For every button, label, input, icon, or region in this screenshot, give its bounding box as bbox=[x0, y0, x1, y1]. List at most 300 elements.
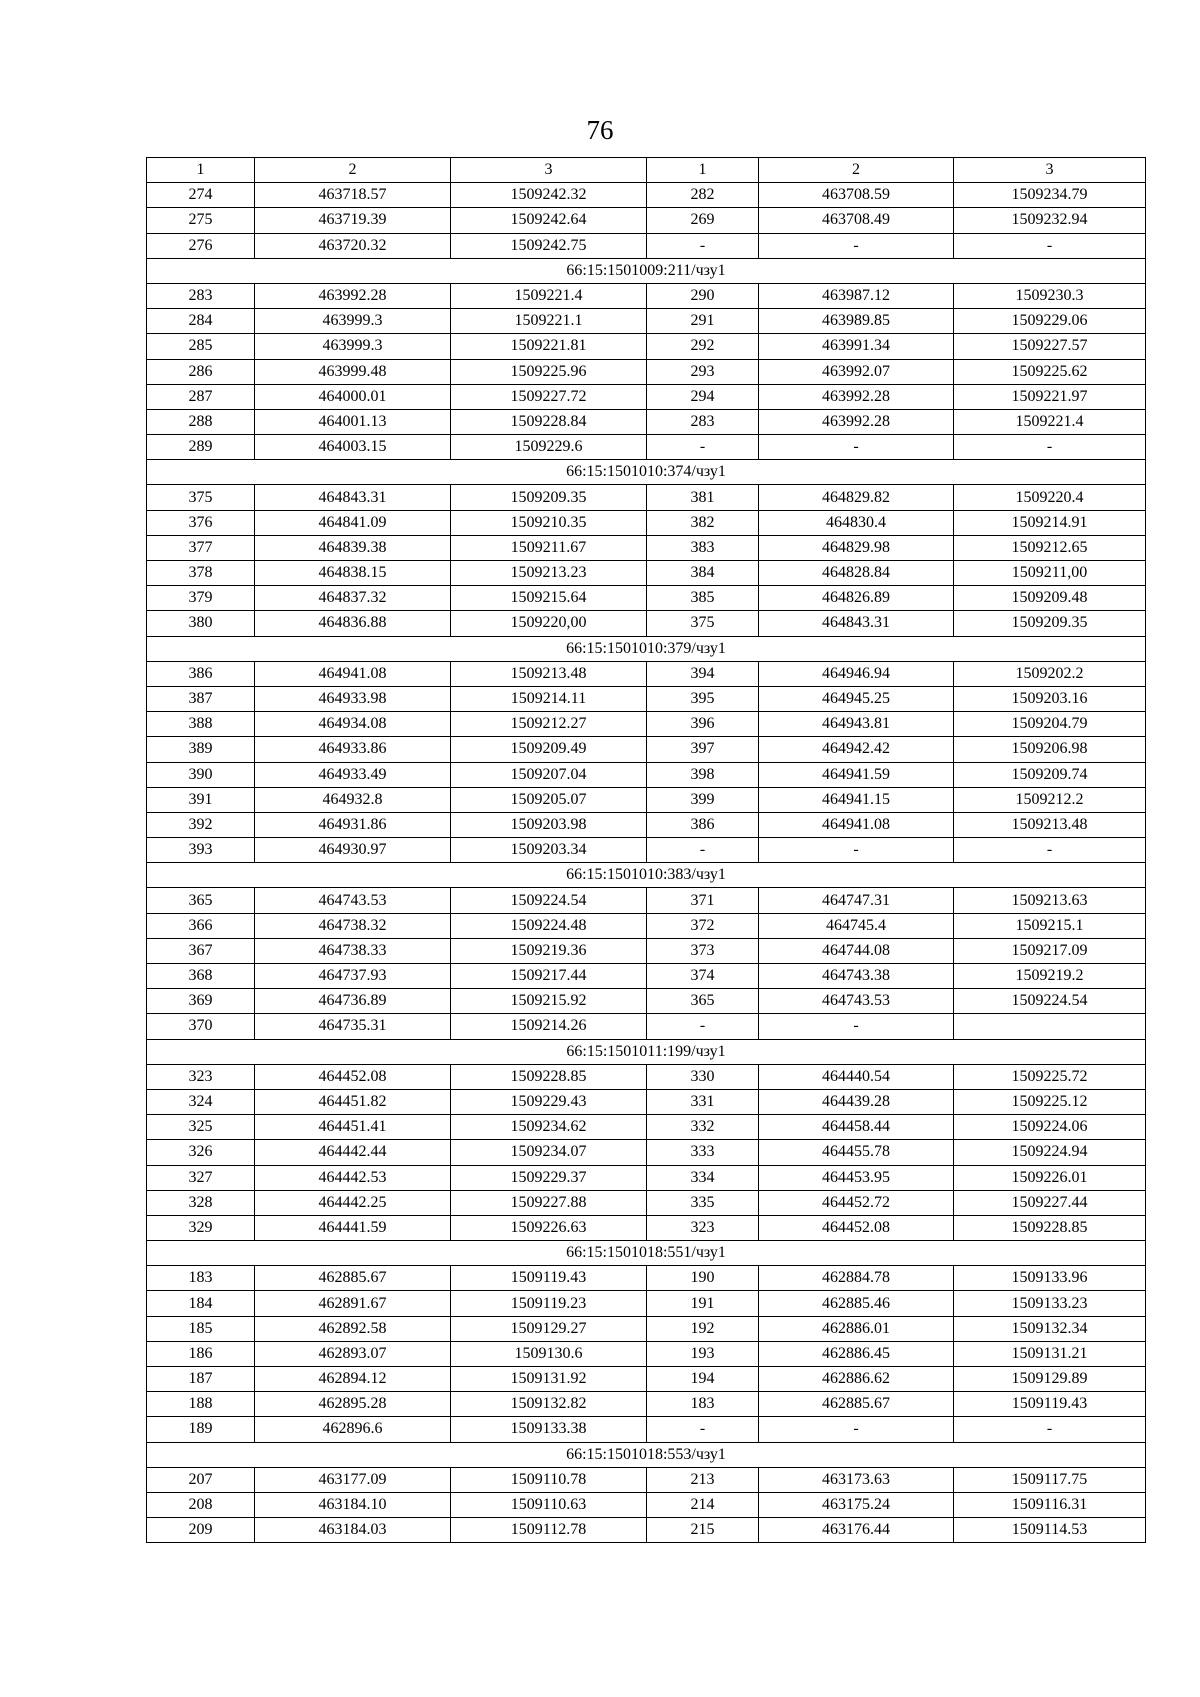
table-cell: 463992.07 bbox=[759, 359, 954, 384]
table-cell: - bbox=[759, 838, 954, 863]
table-row bbox=[147, 762, 1146, 787]
table-row bbox=[147, 1392, 1146, 1417]
table-row bbox=[147, 787, 1146, 812]
table-cell: 464735.31 bbox=[255, 1014, 451, 1039]
table-cell: 387 bbox=[147, 686, 255, 711]
table-cell: 388 bbox=[147, 712, 255, 737]
table-cell: 464451.41 bbox=[255, 1115, 451, 1140]
table-cell: 464933.86 bbox=[255, 737, 451, 762]
table-cell: 376 bbox=[147, 510, 255, 535]
table-cell: 188 bbox=[147, 1392, 255, 1417]
table-cell: 463184.10 bbox=[255, 1492, 451, 1517]
table-cell: 1509213.48 bbox=[954, 812, 1146, 837]
table-row bbox=[147, 283, 1146, 308]
table-cell: 369 bbox=[147, 989, 255, 1014]
section-title: 66:15:1501010:379/чзу1 bbox=[147, 636, 1146, 661]
table-cell: 464931.86 bbox=[255, 812, 451, 837]
table-cell: 464934.08 bbox=[255, 712, 451, 737]
table-row bbox=[147, 1215, 1146, 1240]
table-cell: 1509229.37 bbox=[451, 1165, 647, 1190]
table-cell: 1509217.09 bbox=[954, 938, 1146, 963]
table-cell: 464455.78 bbox=[759, 1140, 954, 1165]
table-cell: 463720.32 bbox=[255, 233, 451, 258]
table-row bbox=[147, 661, 1146, 686]
table-cell: 1509229.43 bbox=[451, 1089, 647, 1114]
table-cell: 1509214.11 bbox=[451, 686, 647, 711]
table-cell: 464738.32 bbox=[255, 913, 451, 938]
table-cell: 464837.32 bbox=[255, 586, 451, 611]
table-cell: 1509220.4 bbox=[954, 485, 1146, 510]
table-cell: - bbox=[954, 233, 1146, 258]
table-cell: 373 bbox=[647, 938, 759, 963]
table-cell: 385 bbox=[647, 586, 759, 611]
table-cell: 1509226.01 bbox=[954, 1165, 1146, 1190]
table-cell: - bbox=[759, 1014, 954, 1039]
table-cell: 464439.28 bbox=[759, 1089, 954, 1114]
table-row bbox=[147, 1089, 1146, 1114]
table-cell: 1509225.72 bbox=[954, 1064, 1146, 1089]
table-cell: 464453.95 bbox=[759, 1165, 954, 1190]
table-cell: 183 bbox=[647, 1392, 759, 1417]
table-cell: 214 bbox=[647, 1492, 759, 1517]
table-cell: 464440.54 bbox=[759, 1064, 954, 1089]
table-row bbox=[147, 1417, 1146, 1442]
table-cell: 1509132.34 bbox=[954, 1316, 1146, 1341]
table-cell: - bbox=[759, 233, 954, 258]
table-cell: 462891.67 bbox=[255, 1291, 451, 1316]
table-cell: - bbox=[647, 1417, 759, 1442]
table-cell: 462894.12 bbox=[255, 1367, 451, 1392]
table-cell: 1509228.85 bbox=[451, 1064, 647, 1089]
table-cell: 377 bbox=[147, 535, 255, 560]
section-row bbox=[147, 258, 1146, 283]
table-cell: 1509209.48 bbox=[954, 586, 1146, 611]
table-cell: 462885.67 bbox=[255, 1266, 451, 1291]
table-cell: 464843.31 bbox=[759, 611, 954, 636]
table-cell: 1509234.62 bbox=[451, 1115, 647, 1140]
table-cell: 192 bbox=[647, 1316, 759, 1341]
table-row bbox=[147, 1165, 1146, 1190]
table-cell: 464003.15 bbox=[255, 435, 451, 460]
table-cell: 463991.34 bbox=[759, 334, 954, 359]
table-row bbox=[147, 1316, 1146, 1341]
table-cell: 463992.28 bbox=[255, 283, 451, 308]
table-cell: 1509119.23 bbox=[451, 1291, 647, 1316]
table-cell: 463999.3 bbox=[255, 334, 451, 359]
table-row bbox=[147, 1518, 1146, 1543]
table-cell: 1509224.54 bbox=[954, 989, 1146, 1014]
table-cell: 274 bbox=[147, 183, 255, 208]
header-cell: 1 bbox=[147, 158, 255, 183]
table-cell: 389 bbox=[147, 737, 255, 762]
table-cell: 1509204.79 bbox=[954, 712, 1146, 737]
table-cell: - bbox=[647, 1014, 759, 1039]
table-cell: 462886.01 bbox=[759, 1316, 954, 1341]
table-cell: 1509234.07 bbox=[451, 1140, 647, 1165]
table-row bbox=[147, 1467, 1146, 1492]
table-cell: 282 bbox=[647, 183, 759, 208]
table-cell: 1509213.23 bbox=[451, 561, 647, 586]
table-cell: 464743.53 bbox=[759, 989, 954, 1014]
table-cell: 399 bbox=[647, 787, 759, 812]
table-row bbox=[147, 1266, 1146, 1291]
table-cell: 1509232.94 bbox=[954, 208, 1146, 233]
table-cell: 462885.67 bbox=[759, 1392, 954, 1417]
table-cell: 365 bbox=[647, 989, 759, 1014]
section-title: 66:15:1501018:551/чзу1 bbox=[147, 1241, 1146, 1266]
table-cell: 1509119.43 bbox=[954, 1392, 1146, 1417]
table-cell: 1509117.75 bbox=[954, 1467, 1146, 1492]
table-cell: 1509131.21 bbox=[954, 1341, 1146, 1366]
table-cell: 334 bbox=[647, 1165, 759, 1190]
table-cell: 1509221.81 bbox=[451, 334, 647, 359]
table-cell: 386 bbox=[647, 812, 759, 837]
table-cell: 462893.07 bbox=[255, 1341, 451, 1366]
table-row bbox=[147, 838, 1146, 863]
table-cell: 1509221.4 bbox=[451, 283, 647, 308]
table-cell: 464933.98 bbox=[255, 686, 451, 711]
table-cell: 291 bbox=[647, 309, 759, 334]
table-cell: 1509225.62 bbox=[954, 359, 1146, 384]
table-cell: 464941.08 bbox=[759, 812, 954, 837]
table-cell: 464743.38 bbox=[759, 964, 954, 989]
table-cell: 1509242.32 bbox=[451, 183, 647, 208]
table-cell: 462886.62 bbox=[759, 1367, 954, 1392]
table-cell: 1509227.44 bbox=[954, 1190, 1146, 1215]
table-cell: 464745.4 bbox=[759, 913, 954, 938]
table-cell: 374 bbox=[647, 964, 759, 989]
table-cell: 323 bbox=[647, 1215, 759, 1240]
table-cell: 288 bbox=[147, 409, 255, 434]
table-cell: 464747.31 bbox=[759, 888, 954, 913]
coordinates-table bbox=[146, 157, 1146, 1543]
table-cell: 1509228.84 bbox=[451, 409, 647, 434]
table-cell: 1509206.98 bbox=[954, 737, 1146, 762]
table-cell: 464452.72 bbox=[759, 1190, 954, 1215]
table-row bbox=[147, 812, 1146, 837]
page-number: 76 bbox=[586, 115, 614, 145]
table-row bbox=[147, 1492, 1146, 1517]
table-cell: 464744.08 bbox=[759, 938, 954, 963]
table-cell: 381 bbox=[647, 485, 759, 510]
table-cell: 1509227.72 bbox=[451, 384, 647, 409]
table-cell: 1509221.4 bbox=[954, 409, 1146, 434]
table-cell: 464930.97 bbox=[255, 838, 451, 863]
table-cell: 464451.82 bbox=[255, 1089, 451, 1114]
table-cell: 372 bbox=[647, 913, 759, 938]
table-cell: 1509224.48 bbox=[451, 913, 647, 938]
header-cell: 1 bbox=[647, 158, 759, 183]
table-row bbox=[147, 712, 1146, 737]
table-cell: 366 bbox=[147, 913, 255, 938]
table-cell: 463999.3 bbox=[255, 309, 451, 334]
table-cell: 464829.98 bbox=[759, 535, 954, 560]
table-cell: 215 bbox=[647, 1518, 759, 1543]
table-cell: 464941.59 bbox=[759, 762, 954, 787]
table-cell: 463177.09 bbox=[255, 1467, 451, 1492]
table-cell: 464000.01 bbox=[255, 384, 451, 409]
table-cell: 186 bbox=[147, 1341, 255, 1366]
table-cell: 292 bbox=[647, 334, 759, 359]
table-cell: 463989.85 bbox=[759, 309, 954, 334]
header-cell: 3 bbox=[954, 158, 1146, 183]
table-cell: 1509215.64 bbox=[451, 586, 647, 611]
table-cell: 1509227.88 bbox=[451, 1190, 647, 1215]
table-cell: 384 bbox=[647, 561, 759, 586]
table-cell: 464839.38 bbox=[255, 535, 451, 560]
table-row bbox=[147, 510, 1146, 535]
table-cell: 1509230.3 bbox=[954, 283, 1146, 308]
table-cell: 194 bbox=[647, 1367, 759, 1392]
table-cell: 1509207.04 bbox=[451, 762, 647, 787]
table-cell: 1509129.89 bbox=[954, 1367, 1146, 1392]
table-cell: 1509242.75 bbox=[451, 233, 647, 258]
table-cell: 331 bbox=[647, 1089, 759, 1114]
table-cell: 462892.58 bbox=[255, 1316, 451, 1341]
table-cell: 464829.82 bbox=[759, 485, 954, 510]
table-cell: 464452.08 bbox=[255, 1064, 451, 1089]
table-row bbox=[147, 334, 1146, 359]
table-cell: 193 bbox=[647, 1341, 759, 1366]
table-cell: 368 bbox=[147, 964, 255, 989]
section-row bbox=[147, 1241, 1146, 1266]
table-row bbox=[147, 1064, 1146, 1089]
table-cell: 1509133.96 bbox=[954, 1266, 1146, 1291]
table-cell: 464945.25 bbox=[759, 686, 954, 711]
section-row bbox=[147, 1039, 1146, 1064]
table-cell: 209 bbox=[147, 1518, 255, 1543]
table-cell: 290 bbox=[647, 283, 759, 308]
table-cell: 464946.94 bbox=[759, 661, 954, 686]
table-cell: 463992.28 bbox=[759, 384, 954, 409]
table-cell: 1509215.1 bbox=[954, 913, 1146, 938]
table-row bbox=[147, 535, 1146, 560]
table-cell: 189 bbox=[147, 1417, 255, 1442]
table-header-row bbox=[147, 158, 1146, 183]
table-row bbox=[147, 964, 1146, 989]
table-row bbox=[147, 938, 1146, 963]
table-cell: 464932.8 bbox=[255, 787, 451, 812]
table-row bbox=[147, 435, 1146, 460]
table-cell: 190 bbox=[647, 1266, 759, 1291]
table-cell: 395 bbox=[647, 686, 759, 711]
table-cell: 1509202.2 bbox=[954, 661, 1146, 686]
table-cell: 1509224.54 bbox=[451, 888, 647, 913]
table-cell: 1509209.49 bbox=[451, 737, 647, 762]
table-cell: 386 bbox=[147, 661, 255, 686]
table-cell: 1509209.35 bbox=[954, 611, 1146, 636]
table-cell: 1509212.65 bbox=[954, 535, 1146, 560]
table-cell: - bbox=[954, 435, 1146, 460]
table-cell: 396 bbox=[647, 712, 759, 737]
table-row bbox=[147, 1291, 1146, 1316]
table-cell: 375 bbox=[147, 485, 255, 510]
table-cell: 1509119.43 bbox=[451, 1266, 647, 1291]
table-cell: 1509203.34 bbox=[451, 838, 647, 863]
table-cell: 365 bbox=[147, 888, 255, 913]
table-cell: 378 bbox=[147, 561, 255, 586]
table-cell: 328 bbox=[147, 1190, 255, 1215]
table-cell: 1509229.6 bbox=[451, 435, 647, 460]
table-row bbox=[147, 384, 1146, 409]
table-cell: 464828.84 bbox=[759, 561, 954, 586]
table-cell: 463175.24 bbox=[759, 1492, 954, 1517]
table-row bbox=[147, 1115, 1146, 1140]
table-row bbox=[147, 233, 1146, 258]
table-cell: - bbox=[759, 435, 954, 460]
table-cell: 1509212.2 bbox=[954, 787, 1146, 812]
table-cell: 327 bbox=[147, 1165, 255, 1190]
table-cell: 324 bbox=[147, 1089, 255, 1114]
table-cell: 464941.15 bbox=[759, 787, 954, 812]
table-cell: 1509220,00 bbox=[451, 611, 647, 636]
table-cell: - bbox=[759, 1417, 954, 1442]
table-cell: 269 bbox=[647, 208, 759, 233]
table-cell: 464442.44 bbox=[255, 1140, 451, 1165]
table-cell: 208 bbox=[147, 1492, 255, 1517]
table-cell: 391 bbox=[147, 787, 255, 812]
header-cell: 3 bbox=[451, 158, 647, 183]
table-cell: 382 bbox=[647, 510, 759, 535]
table-cell: 1509110.78 bbox=[451, 1467, 647, 1492]
table-cell: 464841.09 bbox=[255, 510, 451, 535]
table-cell: 329 bbox=[147, 1215, 255, 1240]
section-title: 66:15:1501010:374/чзу1 bbox=[147, 460, 1146, 485]
table-cell: 183 bbox=[147, 1266, 255, 1291]
table-cell: 1509203.16 bbox=[954, 686, 1146, 711]
table-cell: 1509221.1 bbox=[451, 309, 647, 334]
table-cell: 1509219.2 bbox=[954, 964, 1146, 989]
table-cell: 284 bbox=[147, 309, 255, 334]
table-row bbox=[147, 1367, 1146, 1392]
table-cell: 1509219.36 bbox=[451, 938, 647, 963]
table-cell: 293 bbox=[647, 359, 759, 384]
table-cell: 463176.44 bbox=[759, 1518, 954, 1543]
table-cell: 1509215.92 bbox=[451, 989, 647, 1014]
table-cell: 464441.59 bbox=[255, 1215, 451, 1240]
table-cell: 1509211,00 bbox=[954, 561, 1146, 586]
table-row bbox=[147, 989, 1146, 1014]
table-cell: 463719.39 bbox=[255, 208, 451, 233]
table-cell bbox=[954, 1014, 1146, 1039]
table-cell: 397 bbox=[647, 737, 759, 762]
table-cell: 1509132.82 bbox=[451, 1392, 647, 1417]
table-cell: 394 bbox=[647, 661, 759, 686]
table-cell: 1509211.67 bbox=[451, 535, 647, 560]
table-cell: 370 bbox=[147, 1014, 255, 1039]
table-cell: 463708.49 bbox=[759, 208, 954, 233]
table-cell: - bbox=[647, 233, 759, 258]
table-cell: 1509214.26 bbox=[451, 1014, 647, 1039]
table-cell: 1509229.06 bbox=[954, 309, 1146, 334]
table-cell: 332 bbox=[647, 1115, 759, 1140]
table-row bbox=[147, 1140, 1146, 1165]
table-cell: 463992.28 bbox=[759, 409, 954, 434]
table-row bbox=[147, 1341, 1146, 1366]
table-cell: 294 bbox=[647, 384, 759, 409]
table-cell: 464442.25 bbox=[255, 1190, 451, 1215]
table-cell: 287 bbox=[147, 384, 255, 409]
table-cell: 464736.89 bbox=[255, 989, 451, 1014]
section-title: 66:15:1501010:383/чзу1 bbox=[147, 863, 1146, 888]
table-row bbox=[147, 888, 1146, 913]
table-cell: 1509224.94 bbox=[954, 1140, 1146, 1165]
table-cell: 1509228.85 bbox=[954, 1215, 1146, 1240]
table-cell: 1509227.57 bbox=[954, 334, 1146, 359]
table-cell: 283 bbox=[147, 283, 255, 308]
table-cell: 1509203.98 bbox=[451, 812, 647, 837]
table-row bbox=[147, 309, 1146, 334]
table-row bbox=[147, 359, 1146, 384]
table-cell: 463987.12 bbox=[759, 283, 954, 308]
table-cell: 463173.63 bbox=[759, 1467, 954, 1492]
table-cell: 1509210.35 bbox=[451, 510, 647, 535]
table-cell: 462884.78 bbox=[759, 1266, 954, 1291]
table-cell: 462896.6 bbox=[255, 1417, 451, 1442]
table-cell: 187 bbox=[147, 1367, 255, 1392]
table-body bbox=[147, 158, 1146, 1543]
table-row bbox=[147, 737, 1146, 762]
table-cell: 1509213.48 bbox=[451, 661, 647, 686]
table-cell: 367 bbox=[147, 938, 255, 963]
table-cell: 1509217.44 bbox=[451, 964, 647, 989]
table-cell: 185 bbox=[147, 1316, 255, 1341]
table-cell: 213 bbox=[647, 1467, 759, 1492]
table-cell: 285 bbox=[147, 334, 255, 359]
table-cell: 464943.81 bbox=[759, 712, 954, 737]
table-cell: 1509114.53 bbox=[954, 1518, 1146, 1543]
table-cell: 1509131.92 bbox=[451, 1367, 647, 1392]
table-cell: - bbox=[647, 838, 759, 863]
table-cell: 463184.03 bbox=[255, 1518, 451, 1543]
table-cell: 1509130.6 bbox=[451, 1341, 647, 1366]
table-cell: 1509205.07 bbox=[451, 787, 647, 812]
table-cell: 462886.45 bbox=[759, 1341, 954, 1366]
section-row bbox=[147, 636, 1146, 661]
table-cell: 379 bbox=[147, 586, 255, 611]
table-cell: 1509209.35 bbox=[451, 485, 647, 510]
table-cell: 276 bbox=[147, 233, 255, 258]
table-cell: 398 bbox=[647, 762, 759, 787]
table-cell: 464458.44 bbox=[759, 1115, 954, 1140]
table-cell: 463999.48 bbox=[255, 359, 451, 384]
table-cell: 464836.88 bbox=[255, 611, 451, 636]
table-cell: 462895.28 bbox=[255, 1392, 451, 1417]
table-cell: 375 bbox=[647, 611, 759, 636]
table-cell: 335 bbox=[647, 1190, 759, 1215]
table-cell: 464442.53 bbox=[255, 1165, 451, 1190]
section-row bbox=[147, 460, 1146, 485]
table-row bbox=[147, 1014, 1146, 1039]
table-cell: 1509224.06 bbox=[954, 1115, 1146, 1140]
table-cell: 1509213.63 bbox=[954, 888, 1146, 913]
table-cell: 1509214.91 bbox=[954, 510, 1146, 535]
table-cell: 1509209.74 bbox=[954, 762, 1146, 787]
table-cell: 1509129.27 bbox=[451, 1316, 647, 1341]
table-cell: 463718.57 bbox=[255, 183, 451, 208]
table-cell: 289 bbox=[147, 435, 255, 460]
table-cell: 1509225.96 bbox=[451, 359, 647, 384]
table-cell: 191 bbox=[647, 1291, 759, 1316]
table-cell: - bbox=[954, 838, 1146, 863]
header-cell: 2 bbox=[255, 158, 451, 183]
table-cell: 383 bbox=[647, 535, 759, 560]
table-cell: 1509112.78 bbox=[451, 1518, 647, 1543]
table-cell: 393 bbox=[147, 838, 255, 863]
table-cell: 1509242.64 bbox=[451, 208, 647, 233]
table-cell: 380 bbox=[147, 611, 255, 636]
table-cell: 184 bbox=[147, 1291, 255, 1316]
